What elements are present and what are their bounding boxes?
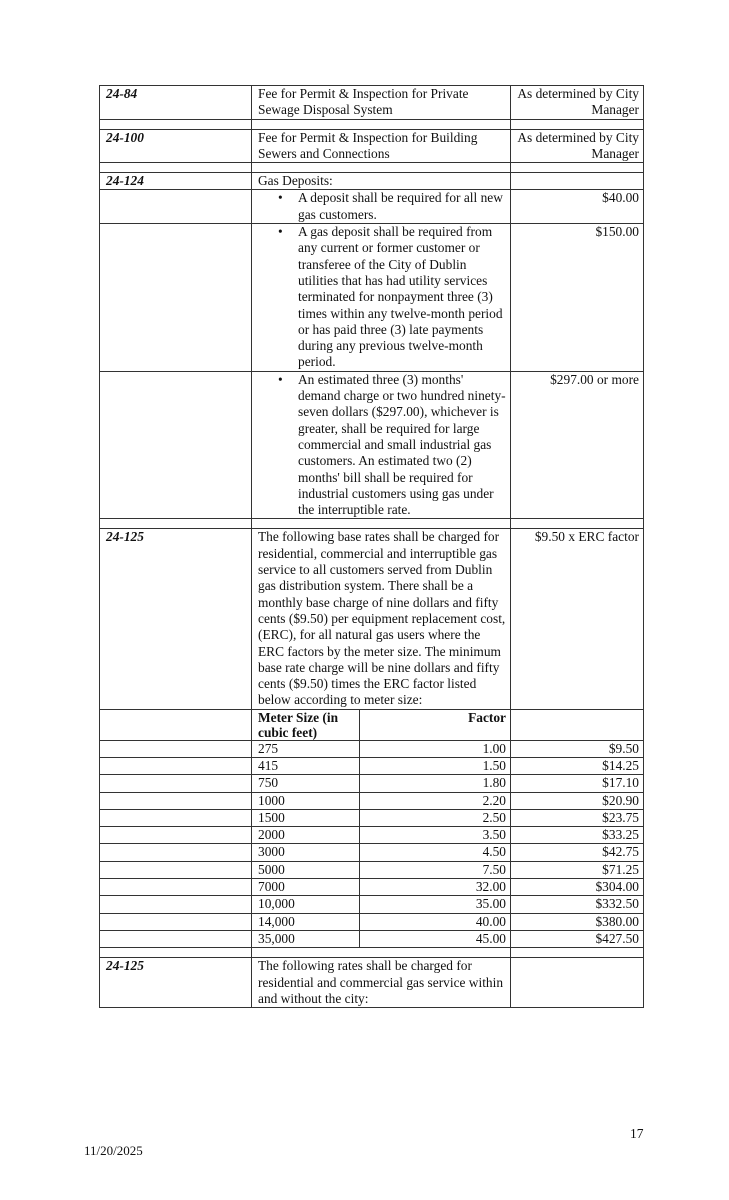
meter-size: 1000 (252, 792, 360, 809)
spacer-row (100, 119, 644, 129)
meter-table-header (100, 709, 644, 740)
fee-row-24-125-rates (100, 958, 644, 1008)
ercfactor: 45.00 (360, 930, 511, 947)
base-charge: $23.75 (511, 809, 644, 826)
blank-cell (100, 757, 252, 774)
meter-size: 2000 (252, 827, 360, 844)
meter-row (100, 827, 644, 844)
ercfactor: 4.50 (360, 844, 511, 861)
section-code: 24-125 (100, 958, 252, 1008)
fee-description: The following base rates shall be charged for residential, commercial and interruptible gas service to all customers served from Dublin gas distribution system. There shall be a monthly base charge of nine dollars and fifty cents ($9.50) per equipment replacement cost, (ERC), for all natural gas users where the ERC factors by the meter size. The minimum base rate charge will be nine dollars and fifty cents ($9.50) times the ERC factor listed below according to meter size: (252, 529, 511, 709)
ercfactor: 2.50 (360, 809, 511, 826)
fee-amount: As determined by City Manager (511, 129, 644, 163)
bullet-icon: • (278, 224, 283, 240)
blank-cell (100, 896, 252, 913)
fee-row-24-100 (100, 129, 644, 163)
spacer-row (100, 163, 644, 173)
meter-size: 1500 (252, 809, 360, 826)
meter-size-header: Meter Size (in cubic feet) (252, 709, 360, 740)
deposit-bullet-row (100, 190, 644, 224)
ercfactor: 1.50 (360, 757, 511, 774)
blank-cell (100, 879, 252, 896)
bullet-icon: • (278, 190, 283, 206)
fee-amount: As determined by City Manager (511, 86, 644, 120)
section-code: 24-100 (100, 129, 252, 163)
footer-date: 11/20/2025 (84, 1143, 143, 1158)
meter-row (100, 757, 644, 774)
base-charge: $71.25 (511, 861, 644, 878)
meter-row (100, 775, 644, 792)
ercfactor: 35.00 (360, 896, 511, 913)
fee-amount: $40.00 (511, 190, 644, 224)
base-charge: $427.50 (511, 930, 644, 947)
meter-size: 415 (252, 757, 360, 774)
base-charge: $14.25 (511, 757, 644, 774)
spacer-row (100, 948, 644, 958)
base-charge: $20.90 (511, 792, 644, 809)
blank-cell (100, 861, 252, 878)
blank-cell (100, 844, 252, 861)
bullet-text: An estimated three (3) months' demand charge or two hundred ninety-seven dollars ($297.00), whichever is greater, shall be required for large commercial and small industrial gas customers. An estimated two (2) months' bill shall be required for industrial customers using gas under the interruptible rate. (298, 371, 506, 518)
meter-size: 275 (252, 740, 360, 757)
meter-row (100, 879, 644, 896)
base-charge: $33.25 (511, 827, 644, 844)
meter-row (100, 809, 644, 826)
meter-row (100, 792, 644, 809)
blank-cell (100, 809, 252, 826)
bullet-icon: • (278, 371, 283, 387)
base-charge: $9.50 (511, 740, 644, 757)
fee-row-24-84 (100, 86, 644, 120)
ercfactor: 32.00 (360, 879, 511, 896)
meter-row (100, 740, 644, 757)
blank-cell (100, 775, 252, 792)
blank-cell (100, 792, 252, 809)
fee-amount (511, 958, 644, 1008)
ercfactor: 3.50 (360, 827, 511, 844)
fee-row-24-124 (100, 173, 644, 190)
blank-cell (100, 930, 252, 947)
fee-row-24-125-base (100, 529, 644, 709)
base-charge: $332.50 (511, 896, 644, 913)
ercfactor: 2.20 (360, 792, 511, 809)
ercfactor: 1.80 (360, 775, 511, 792)
fee-amount (511, 173, 644, 190)
blank-cell (100, 913, 252, 930)
blank-cell (100, 740, 252, 757)
meter-size: 5000 (252, 861, 360, 878)
fee-description: Fee for Permit & Inspection for Private Sewage Disposal System (252, 86, 511, 120)
fee-amount: $150.00 (511, 224, 644, 372)
ercfactor: 7.50 (360, 861, 511, 878)
meter-size: 750 (252, 775, 360, 792)
spacer-row (100, 519, 644, 529)
base-charge: $304.00 (511, 879, 644, 896)
meter-row (100, 930, 644, 947)
deposit-bullet-row (100, 371, 644, 519)
section-code: 24-84 (100, 86, 252, 120)
blank-cell (100, 827, 252, 844)
meter-row (100, 861, 644, 878)
meter-row (100, 844, 644, 861)
section-code: 24-124 (100, 173, 252, 190)
meter-size: 10,000 (252, 896, 360, 913)
fee-amount: $9.50 x ERC factor (511, 529, 644, 709)
base-charge: $380.00 (511, 913, 644, 930)
base-charge: $17.10 (511, 775, 644, 792)
bullet-text: A gas deposit shall be required from any current or former customer or transferee of the City of Dublin utilities that has had utility services terminated for nonpayment three (3) times within any twelve-month period or has paid three (3) late payments during any previous twelve-month period. (298, 224, 503, 370)
meter-size: 7000 (252, 879, 360, 896)
page-number: 17 (630, 1126, 644, 1141)
section-code: 24-125 (100, 529, 252, 709)
fee-description: Fee for Permit & Inspection for Building Sewers and Connections (252, 129, 511, 163)
meter-size: 35,000 (252, 930, 360, 947)
ercfactor: 40.00 (360, 913, 511, 930)
fee-description: The following rates shall be charged for residential and commercial gas service within and without the city: (252, 958, 511, 1008)
fee-amount: $297.00 or more (511, 371, 644, 519)
ercfactor: 1.00 (360, 740, 511, 757)
deposit-bullet-row (100, 224, 644, 372)
base-charge: $42.75 (511, 844, 644, 861)
meter-row (100, 896, 644, 913)
bullet-text: A deposit shall be required for all new gas customers. (298, 190, 503, 222)
fee-schedule-table (99, 85, 644, 1008)
meter-size: 14,000 (252, 913, 360, 930)
factor-header: Factor (360, 709, 511, 740)
fee-description: Gas Deposits: (252, 173, 511, 190)
meter-size: 3000 (252, 844, 360, 861)
meter-row (100, 913, 644, 930)
